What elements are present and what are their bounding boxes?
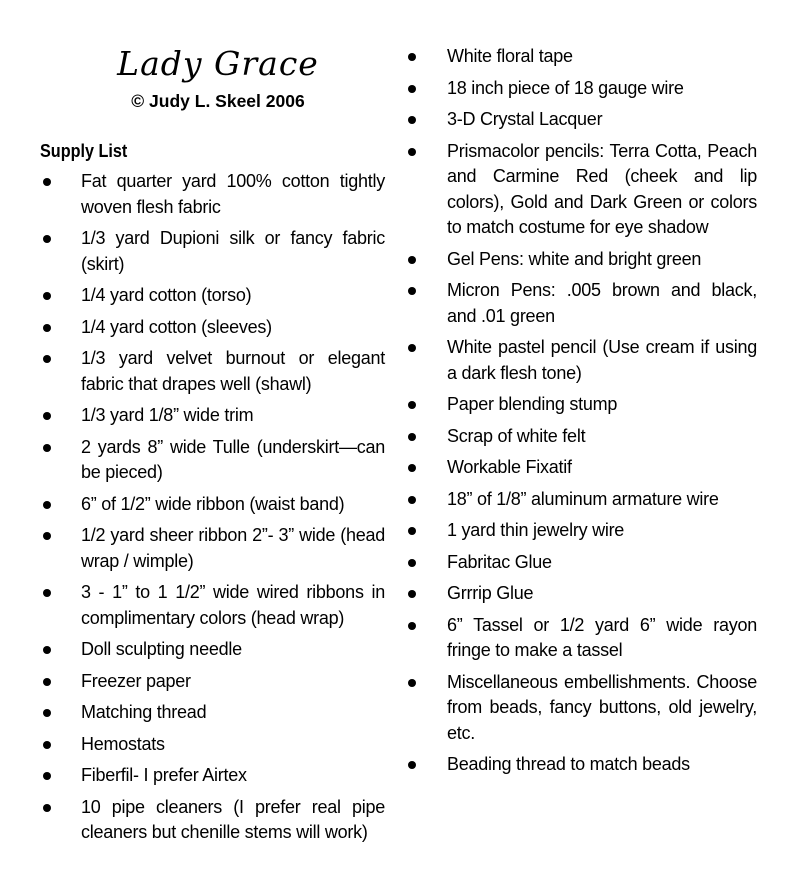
- title-block: [68, 44, 368, 112]
- supply-item-text: 1/3 yard Dupioni silk or fancy fabric (skirt): [81, 228, 385, 274]
- bullet-icon: [43, 235, 51, 243]
- supply-item: [405, 278, 757, 329]
- bullet-icon: [43, 804, 51, 812]
- supply-item: [40, 669, 385, 695]
- supply-item: [405, 487, 757, 513]
- bullet-icon: [43, 324, 51, 332]
- supply-item: [405, 392, 757, 418]
- supply-item-text: 18 inch piece of 18 gauge wire: [447, 77, 684, 98]
- supply-item-text: 1/3 yard velvet burnout or elegant fabric that drapes well (shawl): [81, 348, 385, 394]
- section-title: Supply List: [40, 141, 128, 161]
- supply-item: [40, 403, 385, 429]
- supply-item: [40, 523, 385, 574]
- supply-item-text: Grrrip Glue: [447, 583, 534, 603]
- supply-item-text: Matching thread: [81, 702, 207, 722]
- pattern-title: Lady Grace: [117, 44, 319, 83]
- supply-item: [40, 226, 385, 277]
- supply-item: [405, 424, 757, 450]
- supply-item-text: Gel Pens: white and bright green: [447, 248, 702, 269]
- supply-item-text: Paper blending stump: [447, 394, 618, 414]
- supply-item: [405, 107, 757, 133]
- bullet-icon: [43, 501, 51, 509]
- right-supply-list: [405, 44, 757, 778]
- supply-item-text: White pastel pencil (Use cream if using a dark flesh tone): [447, 337, 757, 383]
- supply-item-text: Hemostats: [81, 733, 165, 754]
- supply-item: [40, 795, 385, 846]
- supply-item: [40, 637, 385, 663]
- bullet-icon: [408, 590, 416, 598]
- bullet-icon: [408, 761, 416, 769]
- supply-item-text: Workable Fixatif: [447, 457, 572, 477]
- supply-item: [405, 550, 757, 576]
- supply-item: [405, 335, 757, 386]
- supply-item: [405, 518, 757, 544]
- supply-item: [40, 169, 385, 220]
- bullet-icon: [408, 496, 416, 504]
- supply-item-text: White floral tape: [447, 46, 573, 66]
- supply-item: [405, 613, 757, 664]
- bullet-icon: [43, 444, 51, 452]
- copyright-line: © Judy L. Skeel 2006: [131, 91, 305, 111]
- bullet-icon: [43, 412, 51, 420]
- bullet-icon: [408, 464, 416, 472]
- bullet-icon: [408, 344, 416, 352]
- bullet-icon: [43, 532, 51, 540]
- bullet-icon: [408, 679, 416, 687]
- supply-item: [405, 247, 757, 273]
- left-supply-list: [40, 169, 385, 846]
- bullet-icon: [408, 527, 416, 535]
- supply-item: [40, 580, 385, 631]
- bullet-icon: [43, 589, 51, 597]
- bullet-icon: [408, 256, 416, 264]
- supply-item: [40, 763, 385, 789]
- supply-item-text: 18” of 1/8” aluminum armature wire: [447, 488, 719, 509]
- supply-item-text: 6” of 1/2” wide ribbon (waist band): [81, 493, 345, 514]
- supply-item: [40, 283, 385, 309]
- supply-item-text: Prismacolor pencils: Terra Cotta, Peach and Carmine Red (cheek and lip colors), Gold and Dark Green or colors to match costume for eye shadow: [447, 140, 757, 237]
- supply-item-text: Fat quarter yard 100% cotton tightly woven flesh fabric: [81, 171, 385, 217]
- supply-item-text: Freezer paper: [81, 670, 191, 691]
- supply-item-text: 1/2 yard sheer ribbon 2”- 3” wide (head wrap / wimple): [81, 525, 385, 571]
- supply-item: [40, 492, 385, 518]
- supply-item-text: 2 yards 8” wide Tulle (underskirt—can be pieced): [81, 436, 385, 482]
- supply-item: [40, 435, 385, 486]
- supply-item: [405, 44, 757, 70]
- supply-item-text: 1/4 yard cotton (torso): [81, 285, 252, 305]
- supply-item-text: Micron Pens: .005 brown and black, and .01 green: [447, 280, 757, 326]
- bullet-icon: [43, 741, 51, 749]
- supply-item-text: 1/4 yard cotton (sleeves): [81, 316, 272, 337]
- bullet-icon: [43, 709, 51, 717]
- bullet-icon: [43, 355, 51, 363]
- supply-item-text: 3 - 1” to 1 1/2” wide wired ribbons in complimentary colors (head wrap): [81, 582, 385, 628]
- supply-item-text: 1/3 yard 1/8” wide trim: [81, 405, 254, 425]
- bullet-icon: [408, 287, 416, 295]
- bullet-icon: [408, 148, 416, 156]
- supply-item-text: Miscellaneous embellishments. Choose from beads, fancy buttons, old jewelry, etc.: [447, 671, 757, 743]
- bullet-icon: [43, 178, 51, 186]
- supply-item-text: Beading thread to match beads: [447, 754, 690, 774]
- supply-item-text: 6” Tassel or 1/2 yard 6” wide rayon fringe to make a tassel: [447, 614, 757, 660]
- supply-item: [40, 315, 385, 341]
- bullet-icon: [43, 646, 51, 654]
- supply-item-text: Fiberfil- I prefer Airtex: [81, 765, 247, 785]
- supply-item: [405, 670, 757, 747]
- supply-item-text: Scrap of white felt: [447, 425, 586, 446]
- supply-item: [40, 346, 385, 397]
- bullet-icon: [408, 559, 416, 567]
- supply-item: [405, 76, 757, 102]
- bullet-icon: [408, 401, 416, 409]
- bullet-icon: [408, 622, 416, 630]
- supply-item: [405, 581, 757, 607]
- bullet-icon: [43, 678, 51, 686]
- supply-item-text: Fabritac Glue: [447, 551, 552, 572]
- supply-item: [405, 139, 757, 241]
- supply-item: [40, 732, 385, 758]
- bullet-icon: [43, 772, 51, 780]
- bullet-icon: [408, 433, 416, 441]
- supply-item: [405, 455, 757, 481]
- bullet-icon: [43, 292, 51, 300]
- supply-item-text: Doll sculpting needle: [81, 639, 242, 659]
- supply-item: [40, 700, 385, 726]
- supply-item-text: 10 pipe cleaners (I prefer real pipe cleaners but chenille stems will work): [81, 796, 385, 842]
- supply-item-text: 1 yard thin jewelry wire: [447, 520, 625, 540]
- left-column: [40, 0, 385, 852]
- supply-item: [405, 752, 757, 778]
- supply-item-text: 3-D Crystal Lacquer: [447, 109, 603, 129]
- bullet-icon: [408, 85, 416, 93]
- bullet-icon: [408, 53, 416, 61]
- bullet-icon: [408, 116, 416, 124]
- right-column: [405, 0, 757, 784]
